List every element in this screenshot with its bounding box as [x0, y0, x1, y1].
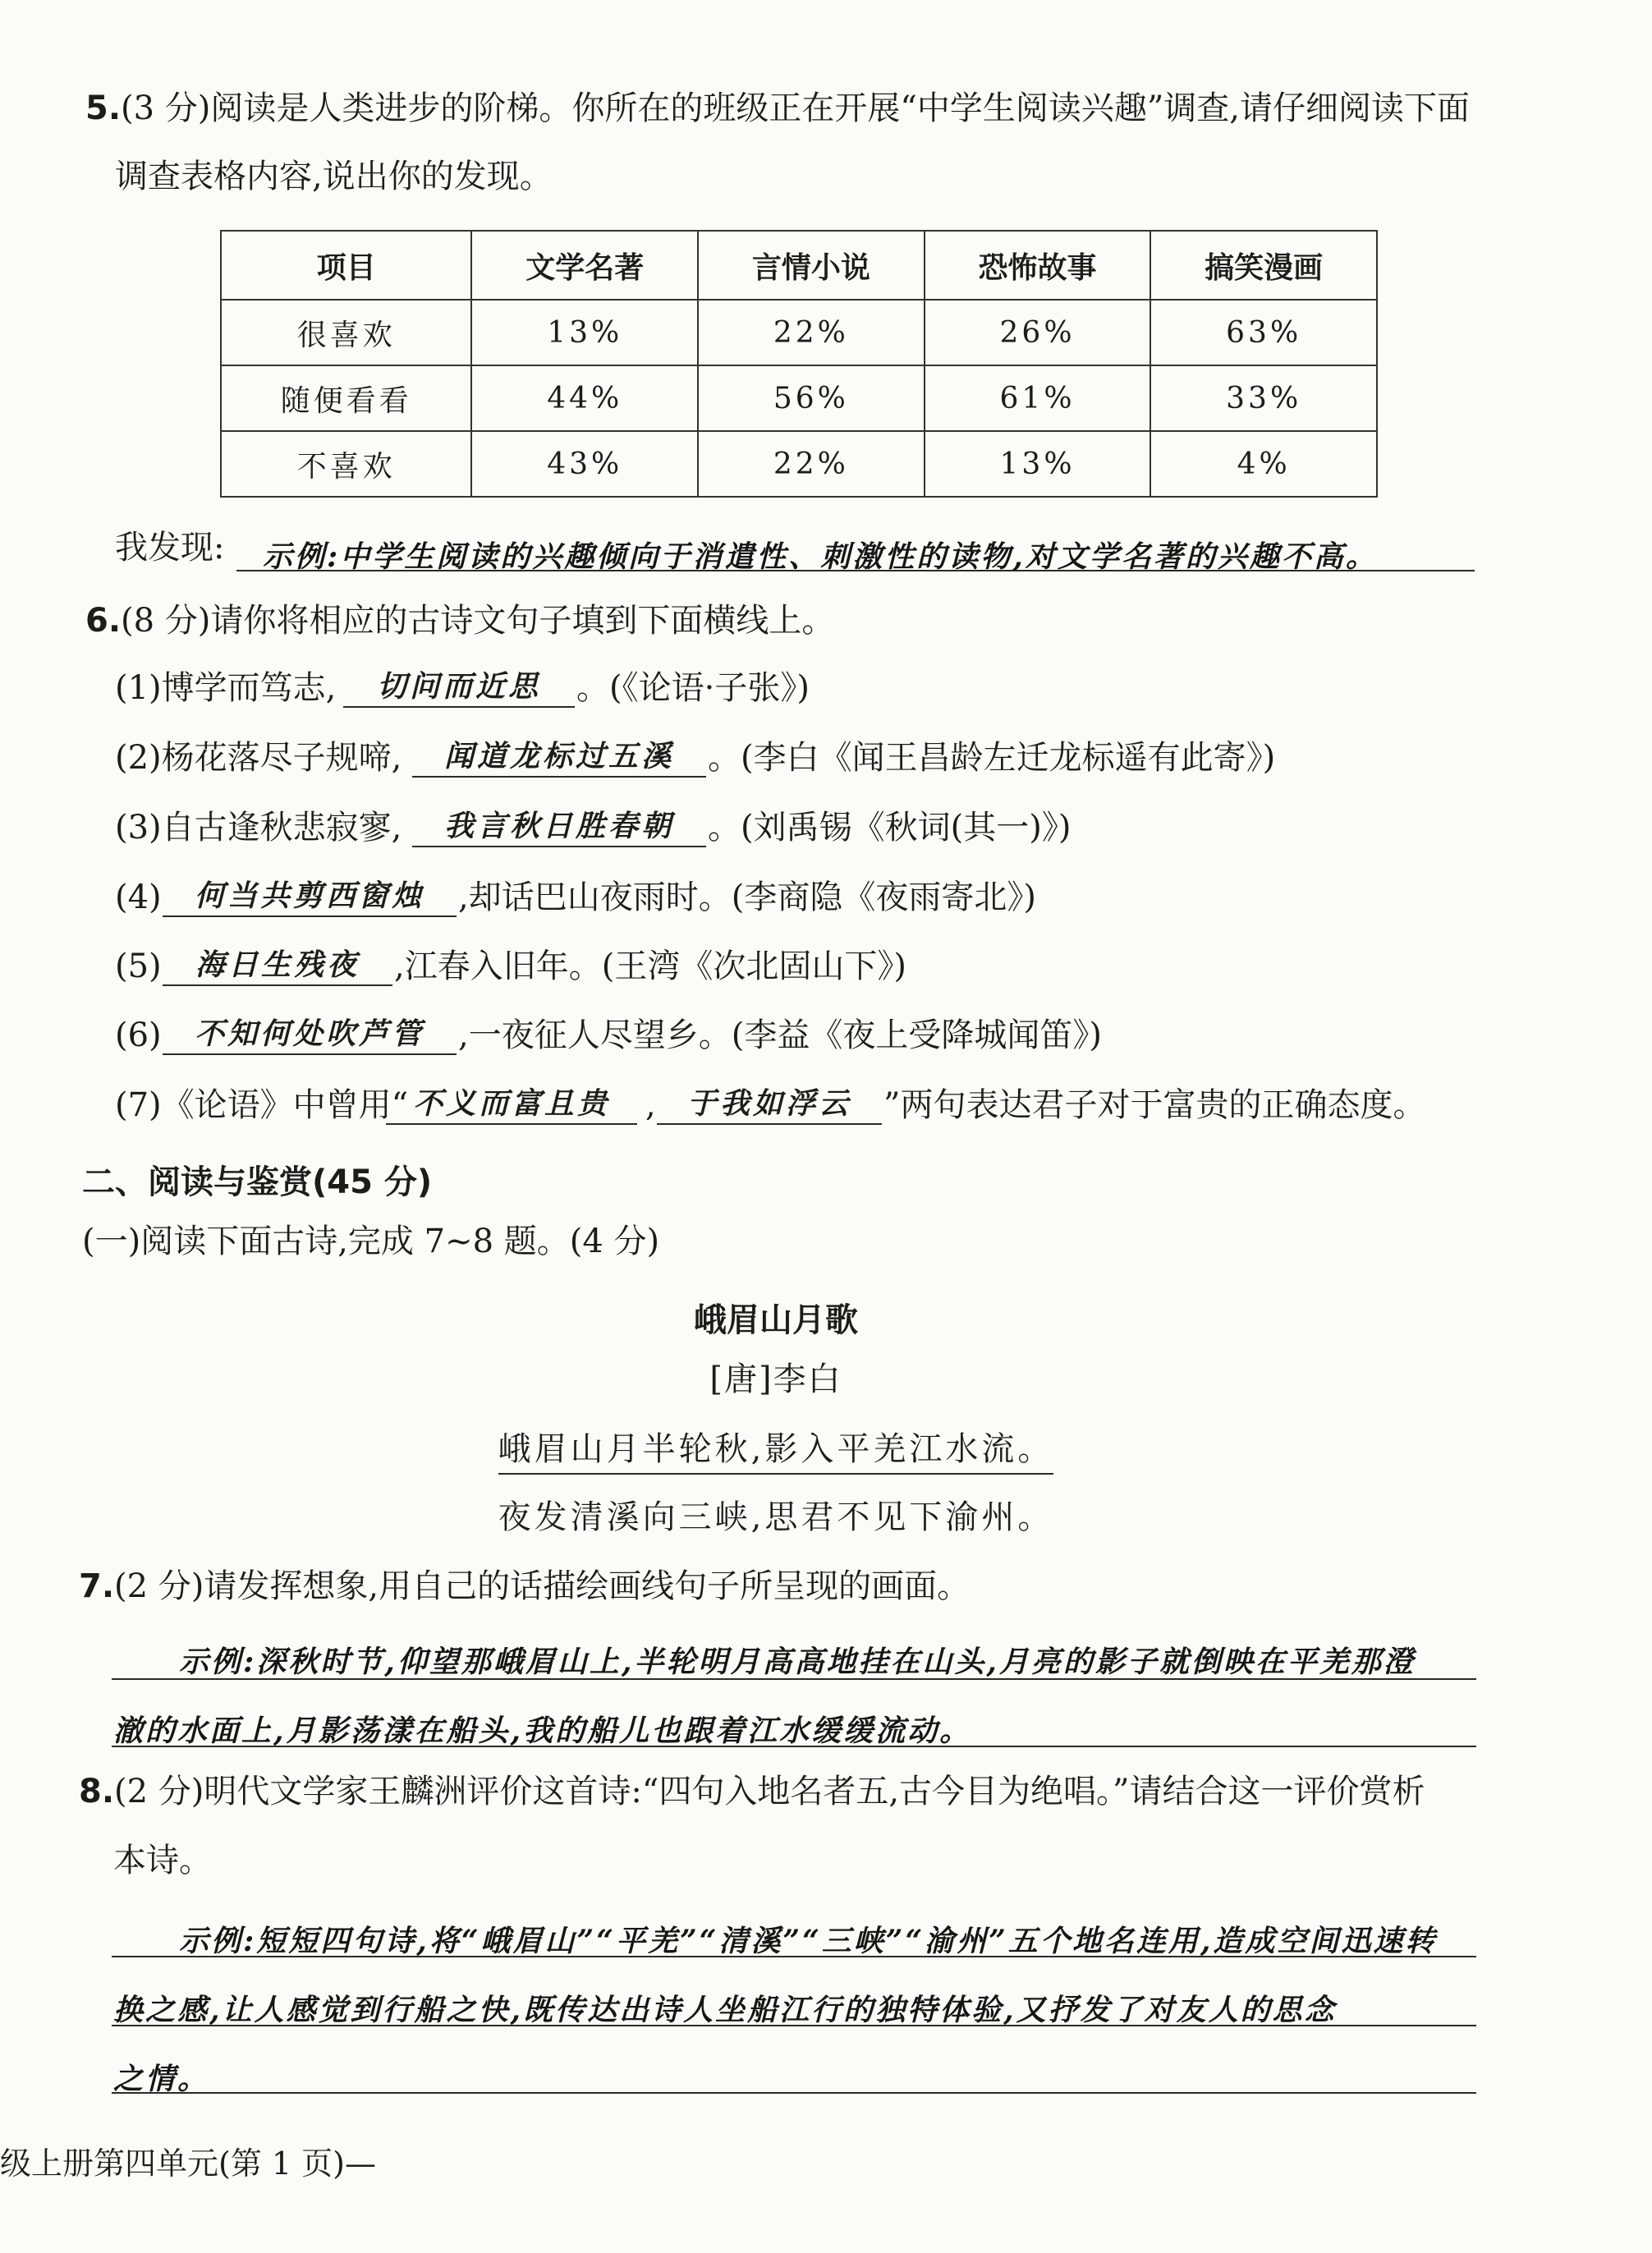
table-cell: 22% [698, 300, 925, 365]
q8-number: 8. [79, 1773, 115, 1810]
table-cell: 不喜欢 [221, 431, 471, 497]
table-cell: 4% [1150, 431, 1377, 497]
table-row [221, 365, 1377, 431]
poem-line-1-wrap [0, 1430, 1552, 1468]
table-row [221, 431, 1377, 497]
q5-line2: 调查表格内容,说出你的发现。 [115, 158, 553, 195]
q8-answer-line-1: 示例:短短四句诗,将“峨眉山”“平羌”“清溪”“三峡”“渝州”五个地名连用,造成空间迅速转 [179, 1924, 1438, 1958]
table-cell: 43% [471, 431, 698, 497]
section-2-title: 二、阅读与鉴赏(45 分) [82, 1163, 433, 1201]
q6-item-4-pre: (4) [115, 879, 162, 916]
answer-line [236, 570, 1475, 571]
table-row [221, 300, 1377, 365]
table-cell: 44% [471, 365, 698, 431]
q5-number: 5. [85, 89, 122, 127]
q8-title-2: 本诗。 [113, 1842, 212, 1879]
q6-item-3-pre: (3)自古逢秋悲寂寥, [115, 809, 402, 847]
q6-title: (8 分)请你将相应的古诗文句子填到下面横线上。 [121, 602, 835, 640]
q6-item-3-answer: 我言秋日胜春朝 [412, 811, 706, 847]
table-cell: 13% [471, 300, 698, 365]
q5-stem [85, 89, 1471, 127]
q6-item-5-post: ,江春入旧年。(王湾《次北固山下》) [394, 948, 906, 985]
table-cell: 很喜欢 [221, 300, 471, 365]
q7-answer-line-2: 澈的水面上,月影荡漾在船头,我的船儿也跟着江水缓缓流动。 [113, 1714, 972, 1748]
q6-item-7-comma: , [645, 1086, 656, 1124]
q6-item-1-post: 。(《论语·子张》) [576, 669, 810, 707]
q8-title-1: (2 分)明代文学家王麟洲评价这首诗:“四句入地名者五,古今目为绝唱。”请结合这一评价赏析 [114, 1773, 1425, 1810]
finding-label: 我发现: [115, 529, 225, 567]
table-cell: 26% [925, 300, 1151, 365]
q6-item-6-answer: 不知何处吹芦管 [163, 1019, 457, 1055]
table-cell: 63% [1150, 300, 1377, 365]
q8-stem [79, 1775, 1425, 1808]
table-cell: 56% [698, 365, 925, 431]
table-header: 言情小说 [698, 231, 925, 300]
q6-item-2-post: 。(李白《闻王昌龄左迁龙标遥有此寄》) [708, 739, 1276, 777]
q6-stem [85, 602, 835, 640]
table-cell: 33% [1150, 365, 1377, 431]
table-header: 项目 [221, 231, 471, 300]
q6-item-1-answer: 切问而近思 [343, 672, 575, 708]
q7-title: (2 分)请发挥想象,用自己的话描绘画线句子所呈现的画面。 [114, 1567, 971, 1605]
q7-answer-line-1: 示例:深秋时节,仰望那峨眉山上,半轮明月高高地挂在山头,月亮的影子就倒映在平羌那澄 [179, 1645, 1416, 1679]
table-header: 搞笑漫画 [1150, 231, 1377, 300]
table-cell: 随便看看 [221, 365, 471, 431]
poem-author: [唐]李白 [709, 1361, 842, 1398]
answer-line [112, 1956, 1476, 1957]
q6-item-7-answer-2: 于我如浮云 [657, 1089, 882, 1125]
finding-answer: 示例:中学生阅读的兴趣倾向于消遣性、刺激性的读物,对文学名著的兴趣不高。 [263, 539, 1378, 574]
q6-item-6-post: ,一夜征人尽望乡。(李益《夜上受降城闻笛》) [458, 1016, 1102, 1054]
page-footer: 级上册第四单元(第 1 页)— [0, 2145, 376, 2182]
answer-line [112, 2025, 1476, 2026]
table-header: 文学名著 [471, 231, 698, 300]
q7-number: 7. [79, 1567, 115, 1605]
table-cell: 61% [925, 365, 1151, 431]
q6-item-1-pre: (1)博学而笃志, [115, 669, 337, 707]
table-header-row [221, 231, 1377, 300]
poem-line-2: 夜发清溪向三峡,思君不见下渝州。 [498, 1498, 1054, 1536]
q6-item-2-pre: (2)杨花落尽子规啼, [115, 739, 402, 777]
q6-item-6-pre: (6) [115, 1016, 162, 1054]
q8-answer-line-2: 换之感,让人感觉到行船之快,既传达出诗人坐船江行的独特体验,又抒发了对友人的思念 [113, 1993, 1337, 2027]
answer-line [112, 2092, 1476, 2094]
q6-number: 6. [85, 602, 122, 640]
q6-item-4-answer: 何当共剪西窗烛 [163, 881, 457, 917]
q6-item-7-answer-1: 不义而富且贵 [386, 1089, 637, 1125]
q6-item-4-post: ,却话巴山夜雨时。(李商隐《夜雨寄北》) [458, 879, 1036, 916]
poem-line-1-underlined: 峨眉山月半轮秋,影入平羌江水流。 [498, 1430, 1054, 1475]
section-2-subtitle: (一)阅读下面古诗,完成 7~8 题。(4 分) [82, 1223, 660, 1260]
poem-title: 峨眉山月歌 [694, 1301, 858, 1339]
table-cell: 13% [925, 431, 1151, 497]
table-header: 恐怖故事 [925, 231, 1151, 300]
q6-item-5-answer: 海日生残夜 [163, 950, 392, 986]
q6-item-2-answer: 闻道龙标过五溪 [412, 741, 706, 778]
answer-line [112, 1746, 1476, 1747]
q7-stem [79, 1567, 971, 1605]
survey-table [220, 230, 1378, 498]
q6-item-3-post: 。(刘禹锡《秋词(其一)》) [708, 809, 1072, 847]
q5-line1: (3 分)阅读是人类进步的阶梯。你所在的班级正在开展“中学生阅读兴趣”调查,请仔细阅读下面 [121, 89, 1471, 127]
answer-line [112, 1678, 1476, 1680]
q8-answer-line-3: 之情。 [113, 2062, 210, 2096]
q6-item-7-pre: (7)《论语》中曾用“ [115, 1086, 409, 1124]
q6-item-5-pre: (5) [115, 948, 162, 985]
table-cell: 22% [698, 431, 925, 497]
q6-item-7-post: ”两句表达君子对于富贵的正确态度。 [883, 1086, 1426, 1124]
